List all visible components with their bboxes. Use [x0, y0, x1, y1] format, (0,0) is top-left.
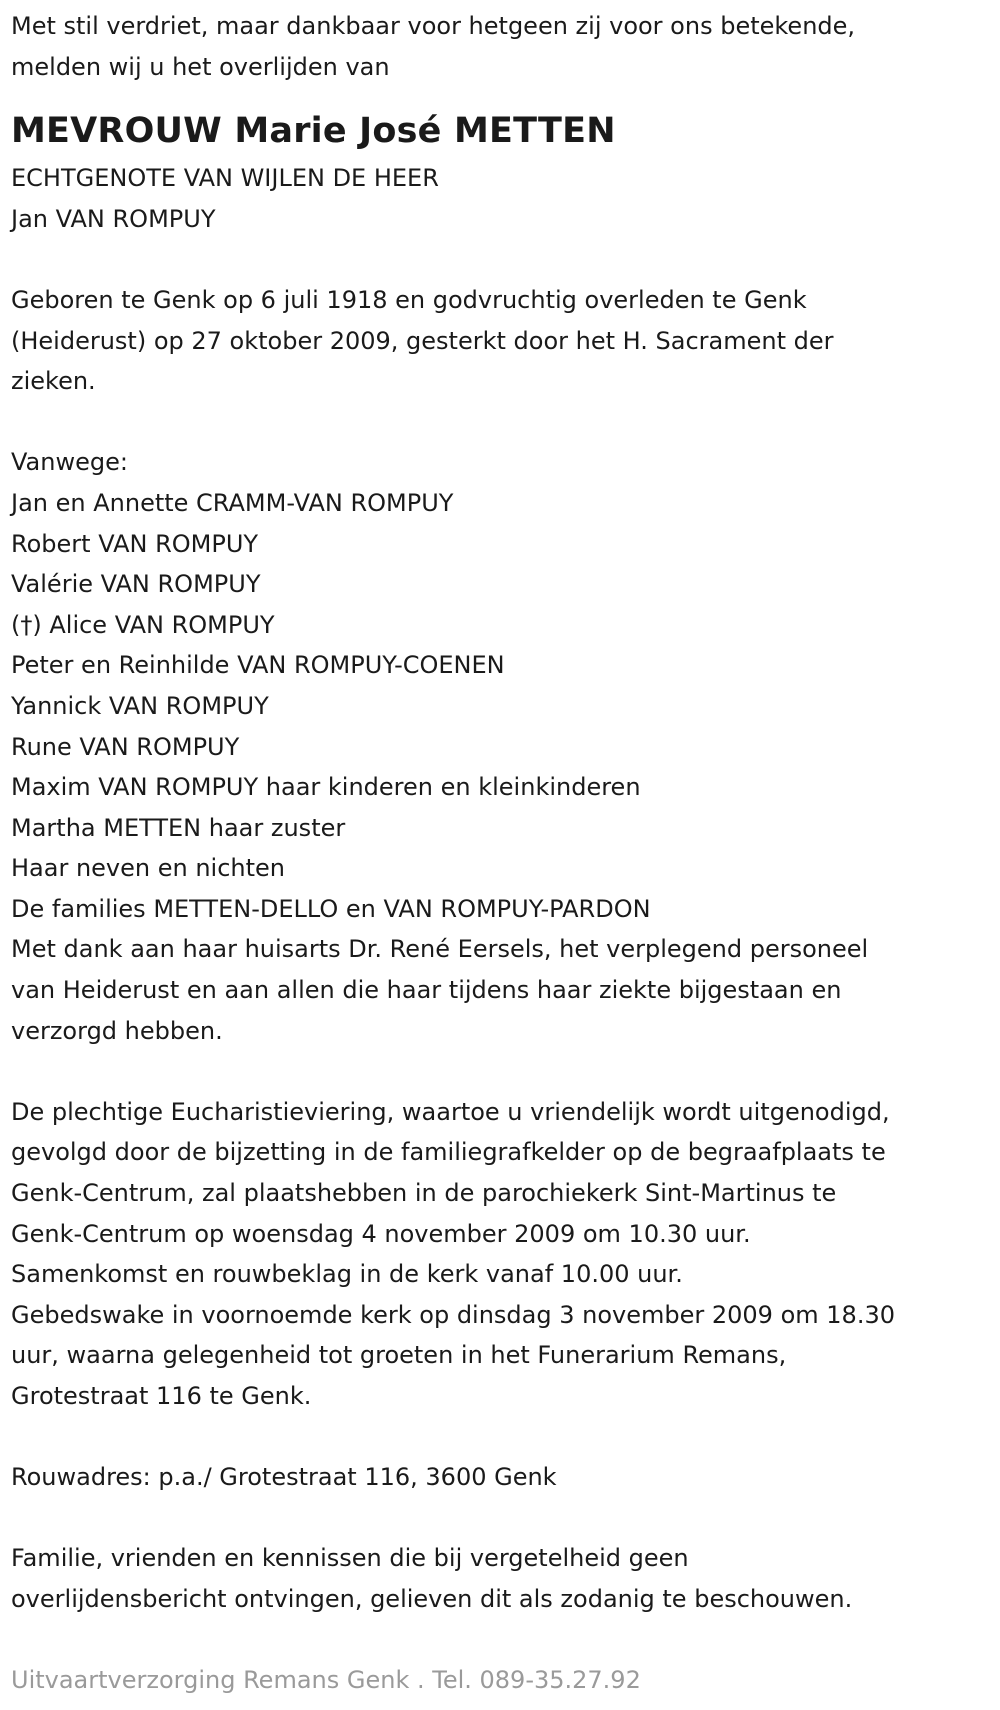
family-member: Jan en Annette CRAMM-VAN ROMPUY [11, 488, 454, 517]
ceremony-line: Gebedswake in voornoemde kerk op dinsdag 3 november 2009 om 18.30 [11, 1300, 895, 1329]
ceremony-line: Genk-Centrum, zal plaatshebben in de parochiekerk Sint-Martinus te [11, 1179, 837, 1208]
closing-line: Familie, vrienden en kennissen die bij vergetelheid geen [11, 1544, 689, 1573]
birth-death-paragraph [11, 280, 990, 402]
thanks-line: van Heiderust en aan allen die haar tijdens haar ziekte bijgestaan en [11, 976, 842, 1005]
family-member: Valérie VAN ROMPUY [11, 570, 261, 599]
family-member: Yannick VAN ROMPUY [11, 691, 269, 720]
family-member: Haar neven en nichten [11, 854, 286, 883]
intro-line: Met stil verdriet, maar dankbaar voor hetgeen zij voor ons betekende, [11, 12, 856, 40]
ceremony-line: gevolgd door de bijzetting in de familiegrafkelder op de begraafplaats te [11, 1138, 886, 1167]
family-member: Rune VAN ROMPUY [11, 732, 240, 761]
ceremony-line: Genk-Centrum op woensdag 4 november 2009 om 10.30 uur. [11, 1219, 751, 1248]
family-member: Maxim VAN ROMPUY haar kinderen en kleinkinderen [11, 773, 641, 802]
spouse-line: ECHTGENOTE VAN WIJLEN DE HEER [11, 164, 439, 193]
ceremony-paragraph [11, 1092, 990, 1417]
closing-paragraph [11, 1538, 990, 1619]
ceremony-line: Grotestraat 116 te Genk. [11, 1382, 312, 1410]
deceased-name: MEVROUW Marie José METTEN [11, 111, 616, 152]
family-member: (†) Alice VAN ROMPUY [11, 610, 275, 639]
family-member: Martha METTEN haar zuster [11, 813, 346, 842]
closing-line: overlijdensbericht ontvingen, gelieven dit als zodanig te beschouwen. [11, 1584, 853, 1613]
thanks-line: Met dank aan haar huisarts Dr. René Eersels, het verplegend personeel [11, 935, 869, 964]
family-member: Robert VAN ROMPUY [11, 529, 259, 558]
family-section [11, 442, 990, 1051]
birth-death-line: (Heiderust) op 27 oktober 2009, gesterkt door het H. Sacrament der [11, 326, 834, 355]
mourning-address: Rouwadres: p.a./ Grotestraat 116, 3600 Genk [11, 1463, 557, 1492]
ceremony-line: Samenkomst en rouwbeklag in de kerk vanaf 10.00 uur. [11, 1260, 683, 1289]
birth-death-line: Geboren te Genk op 6 juli 1918 en godvruchtig overleden te Genk [11, 285, 807, 314]
thanks-line: verzorgd hebben. [11, 1016, 223, 1045]
intro-line: melden wij u het overlijden van [11, 52, 390, 81]
ceremony-line: uur, waarna gelegenheid tot groeten in het Funerarium Remans, [11, 1341, 787, 1370]
funeral-home-footer: Uitvaartverzorging Remans Genk . Tel. 089-35.27.92 [11, 1666, 641, 1694]
ceremony-line: De plechtige Eucharistieviering, waartoe u vriendelijk wordt uitgenodigd, [11, 1097, 890, 1126]
deceased-block [11, 104, 990, 239]
family-member: De families METTEN-DELLO en VAN ROMPUY-PARDON [11, 894, 651, 923]
family-heading: Vanwege: [11, 448, 128, 477]
spouse-name: Jan VAN ROMPUY [11, 204, 216, 233]
intro-paragraph [11, 6, 990, 87]
family-member: Peter en Reinhilde VAN ROMPUY-COENEN [11, 651, 505, 680]
birth-death-line: zieken. [11, 367, 96, 396]
